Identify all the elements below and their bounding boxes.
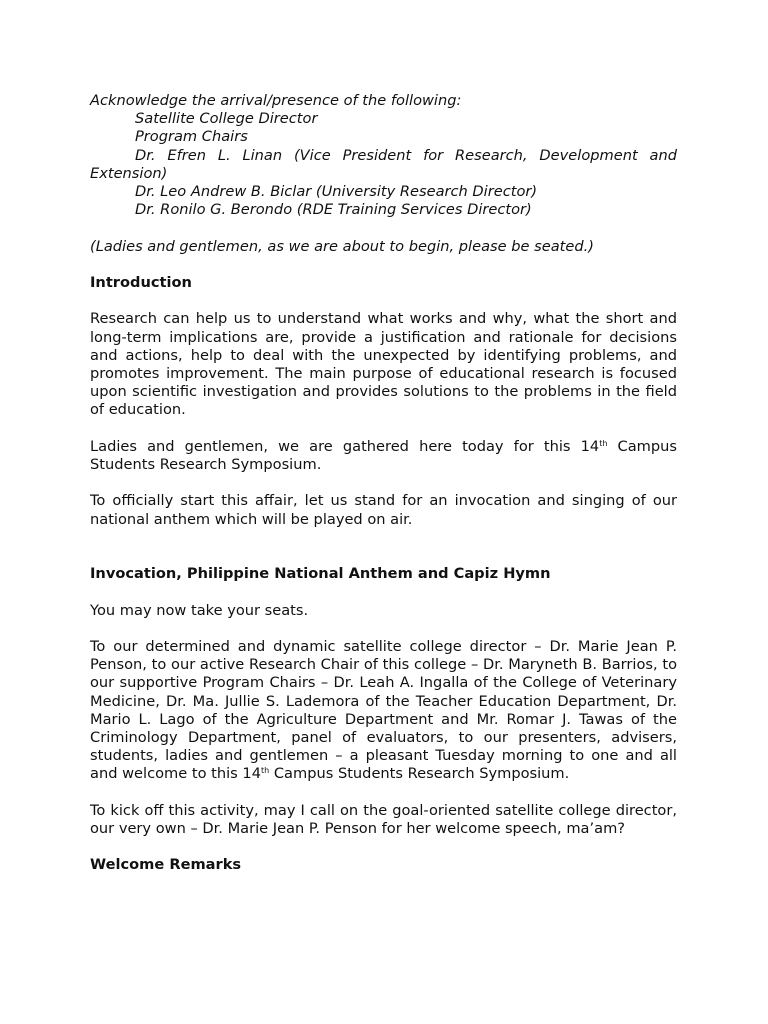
- ordinal-suffix: th: [260, 766, 270, 776]
- acknowledge-item: Program Chairs: [135, 128, 248, 146]
- welcome-heading: Welcome Remarks: [90, 856, 242, 874]
- gathered-paragraph: [90, 438, 677, 474]
- acknowledge-item: Dr. Ronilo G. Berondo (RDE Training Services Director): [135, 201, 532, 219]
- greeting-paragraph: [90, 638, 677, 784]
- acknowledge-item: Dr. Efren L. Linan (Vice President for Research, Development and: [135, 146, 677, 164]
- document-page: [90, 92, 677, 875]
- seated-note: (Ladies and gentlemen, as we are about to begin, please be seated.): [90, 237, 594, 255]
- acknowledge-item: Satellite College Director: [135, 110, 318, 128]
- acknowledge-item-continuation: Extension): [90, 164, 168, 182]
- gathered-text-end: Campus Students Research Symposium.: [90, 437, 678, 473]
- invocation-heading: Invocation, Philippine National Anthem and Capiz Hymn: [90, 565, 551, 583]
- acknowledge-item: Dr. Leo Andrew B. Biclar (University Research Director): [135, 183, 538, 201]
- greeting-text-end: Campus Students Research Symposium.: [269, 765, 570, 783]
- introduction-heading: Introduction: [90, 274, 192, 291]
- take-seats-line: You may now take your seats.: [90, 601, 309, 619]
- kickoff-paragraph: To kick off this activity, may I call on the goal-oriented satellite college director, our very own – Dr. Marie Jean P. Penson for her welcome speech, ma’am?: [90, 801, 677, 837]
- ordinal-suffix: th: [599, 438, 608, 448]
- introduction-paragraph: Research can help us to understand what works and why, what the short and long-term implications are, provide a justification and rationale for decisions and actions, help to deal with the unexpected by identifying problems, and promotes improvement. The main purpose of educational research is focused upon scientific investigation and provides solutions to the problems in the field of education.: [90, 310, 677, 419]
- acknowledge-intro: Acknowledge the arrival/presence of the following:: [90, 92, 462, 109]
- start-affair-paragraph: To officially start this affair, let us stand for an invocation and singing of our national anthem which will be played on air.: [90, 492, 677, 528]
- greeting-text: To our determined and dynamic satellite college director – Dr. Marie Jean P. Penson, to our active Research Chair of this college – Dr. Maryneth B. Barrios, to our supportive Program Chairs – Dr. Leah A. Ingalla of the College of Veterinary Medicine, Dr. Ma. Jullie S. Lademora of the Teacher Education Department, Dr. Mario L. Lago of the Agriculture Department and Mr. Romar J. Tawas of the Criminology Department, panel of evaluators, to our presenters, advisers, students, ladies and gentlemen – a pleasant Tuesday morning to one and all and welcome to this 14: [90, 637, 677, 783]
- gathered-text: Ladies and gentlemen, we are gathered here today for this 14: [90, 437, 600, 455]
